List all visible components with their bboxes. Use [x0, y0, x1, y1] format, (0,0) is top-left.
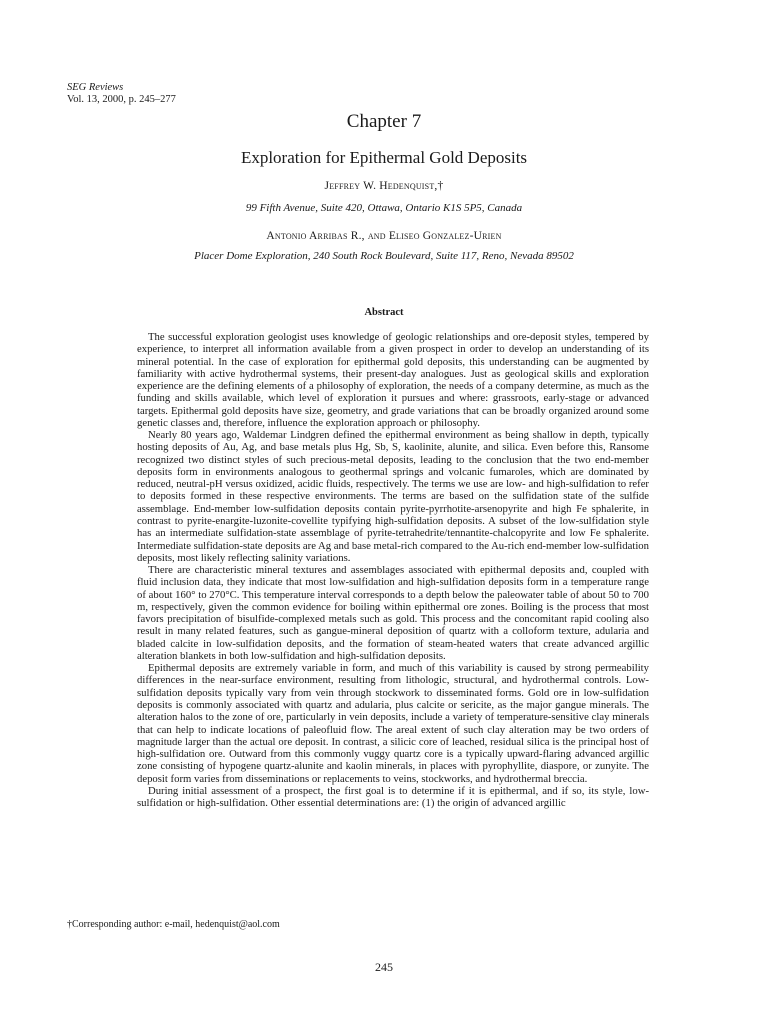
paper-title: Exploration for Epithermal Gold Deposits	[240, 148, 528, 167]
abstract-paragraph: The successful exploration geologist uses knowledge of geologic relationships and ore-deposit styles, tempered by experience, to interpret all information available from a given prospect in order to develop an understanding of its mineral potential. In the case of exploration for epithermal gold deposits, this understanding can be augmented by familiarity with active hydrothermal systems, their present-day analogues. Just as geological skills and exploration experience are the defining elements of a philosophy of exploration, the needs of a company determine, as much as the funding and skills available, which level of exploration it pursues and where: grassroots, early-stage or advanced targets. Epithermal gold deposits have size, geometry, and grade variations that can be broadly organized around some genetic classes and, therefore, influence the exploration approach or philosophy.	[137, 331, 649, 429]
abstract-paragraph: There are characteristic mineral textures and assemblages associated with epithermal deposits and, coupled with fluid inclusion data, they indicate that most low-sulfidation and high-sulfidation deposits form in a temperature range of about 160° to 270°C. This temperature interval corresponds to a depth below the paleowater table of about 50 to 700 m, respectively, given the common evidence for boiling within epithermal ore zones. Boiling is the process that most favors precipitation of bisulfide-complexed metals such as gold. This process and the concomitant rapid cooling also result in many related features, such as gangue-mineral deposition of quartz with a colloform texture, adularia and bladed calcite in low-sulfidation deposits, and the formation of steam-heated waters that create advanced argillic alteration blankets in both low-sulfidation and high-sulfidation deposits.	[137, 564, 649, 662]
abstract-paragraph: During initial assessment of a prospect, the first goal is to determine if it is epithermal, and if so, its style, low-sulfidation or high-sulfidation. Other essential determinations are: (1) the origin of advanced argillic	[137, 784, 649, 810]
journal-citation	[67, 82, 176, 106]
abstract-heading: Abstract	[364, 307, 404, 318]
abstract-body	[137, 331, 649, 809]
affiliation-line-2: Placer Dome Exploration, 240 South Rock Boulevard, Suite 117, Reno, Nevada 89502	[194, 250, 574, 262]
chapter-label: Chapter 7	[346, 111, 422, 132]
abstract-paragraph: Epithermal deposits are extremely variable in form, and much of this variability is caused by strong permeability differences in the near-surface environment, resulting from lithologic, structural, and hydrothermal controls. Low-sulfidation deposits typically vary from vein through stockwork to disseminated forms. Gold ore in low-sulfidation deposits is commonly associated with quartz and adularia, plus calcite or sericite, as the major gangue minerals. The alteration halos to the zone of ore, particularly in vein deposits, include a variety of temperature-sensitive clay minerals that can help to indicate locations of paleofluid flow. The areal extent of such clay alteration may be two orders of magnitude larger than the actual ore deposit. In contrast, a silicic core of leached, residual silica is the principal host of high-sulfidation ore. Outward from this commonly vuggy quartz core is a typically upward-flaring advanced argillic zone consisting of hypogene quartz-alunite and kaolin minerals, in places with pyrophyllite, diaspore, or zunyite. The deposit form varies from disseminations or replacements to veins, stockworks, and hydrothermal breccia.	[137, 662, 649, 785]
corresponding-author-footnote: †Corresponding author: e-mail, hedenquist@aol.com	[67, 919, 280, 930]
journal-series: SEG Reviews	[67, 82, 124, 93]
volume-line: Vol. 13, 2000, p. 245–277	[67, 94, 176, 105]
author-line-1: Jeffrey W. Hedenquist,†	[324, 180, 444, 192]
author-line-2: Antonio Arribas R., and Eliseo Gonzalez-Urien	[266, 230, 502, 242]
affiliation-line-1: 99 Fifth Avenue, Suite 420, Ottawa, Ontario K1S 5P5, Canada	[245, 202, 523, 214]
page-number: 245	[375, 960, 393, 974]
abstract-paragraph: Nearly 80 years ago, Waldemar Lindgren defined the epithermal environment as being shallow in depth, typically hosting deposits of Au, Ag, and base metals plus Hg, Sb, S, kaolinite, alunite, and silica. Even before this, Ransome recognized two distinct styles of such precious-metal deposits, leading to the conclusion that the two end-member deposits form in environments analogous to geothermal springs and volcanic fumaroles, which are dominated by reduced, neutral-pH versus oxidized, acidic fluids, respectively. The terms we use are low- and high-sulfidation to refer to deposits formed in these respective environments. The terms are based on the sulfidation state of the sulfide assemblage. End-member low-sulfidation deposits contain pyrite-pyrrhotite-arsenopyrite and high Fe sphalerite, in contrast to pyrite-enargite-luzonite-covellite typifying high-sulfidation deposits. A subset of the low-sulfidation style has an intermediate sulfidation-state assemblage of pyrite-tetrahedrite/tennantite-chalcopyrite and low Fe sphalerite. Intermediate sulfidation-state deposits are Ag and base metal-rich compared to the Au-rich end-member low-sulfidation deposits, most likely reflecting salinity variations.	[137, 429, 649, 564]
